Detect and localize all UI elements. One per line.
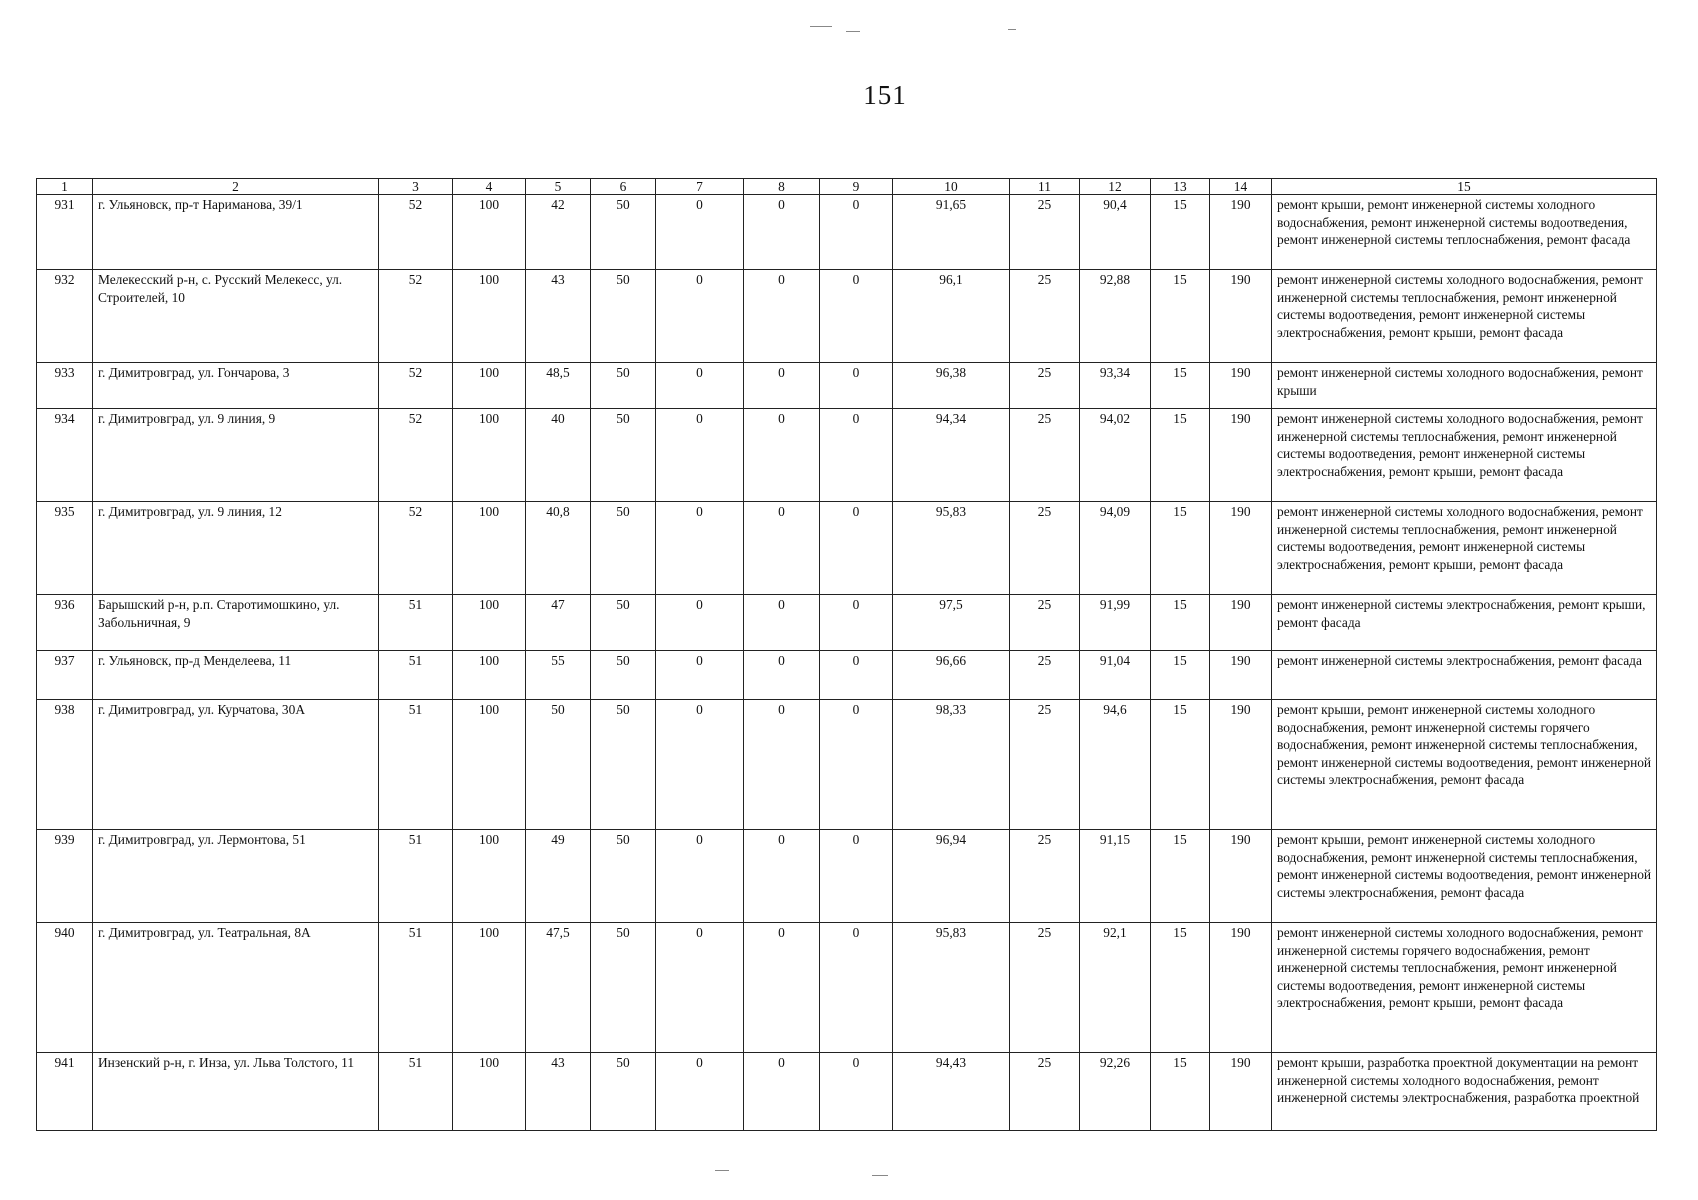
- value-cell: 52: [379, 409, 453, 502]
- page-number: 151: [863, 80, 907, 110]
- works-cell: ремонт крыши, ремонт инженерной системы холодного водоснабжения, ремонт инженерной системы теплоснабжения, ремонт инженерной системы водоотведения, ремонт инженерной системы электроснабжения, ремонт фасада: [1272, 830, 1657, 923]
- column-header: 7: [656, 179, 744, 195]
- value-cell: 0: [744, 923, 820, 1053]
- column-header: 3: [379, 179, 453, 195]
- table-row: [37, 363, 1657, 409]
- value-cell: 96,1: [893, 270, 1010, 363]
- value-cell: 94,34: [893, 409, 1010, 502]
- value-cell: 92,88: [1080, 270, 1151, 363]
- value-cell: 50: [591, 409, 656, 502]
- works-cell: ремонт инженерной системы электроснабжения, ремонт крыши, ремонт фасада: [1272, 595, 1657, 651]
- value-cell: 15: [1151, 195, 1210, 270]
- value-cell: 0: [820, 700, 893, 830]
- value-cell: 25: [1010, 363, 1080, 409]
- column-header: 9: [820, 179, 893, 195]
- value-cell: 15: [1151, 363, 1210, 409]
- value-cell: 15: [1151, 1053, 1210, 1131]
- row-number-cell: 938: [37, 700, 93, 830]
- address-cell: г. Ульяновск, пр-д Менделеева, 11: [93, 651, 379, 700]
- value-cell: 0: [744, 363, 820, 409]
- works-cell: ремонт крыши, ремонт инженерной системы холодного водоснабжения, ремонт инженерной системы водоотведения, ремонт инженерной системы теплоснабжения, ремонт фасада: [1272, 195, 1657, 270]
- value-cell: 100: [453, 409, 526, 502]
- value-cell: 91,65: [893, 195, 1010, 270]
- address-cell: Мелекесский р-н, с. Русский Мелекесс, ул. Строителей, 10: [93, 270, 379, 363]
- table-row: [37, 195, 1657, 270]
- value-cell: 93,34: [1080, 363, 1151, 409]
- value-cell: 0: [820, 1053, 893, 1131]
- value-cell: 47: [526, 595, 591, 651]
- value-cell: 90,4: [1080, 195, 1151, 270]
- value-cell: 190: [1210, 270, 1272, 363]
- value-cell: 96,38: [893, 363, 1010, 409]
- column-header: 2: [93, 179, 379, 195]
- value-cell: 100: [453, 651, 526, 700]
- value-cell: 42: [526, 195, 591, 270]
- value-cell: 94,02: [1080, 409, 1151, 502]
- address-cell: Инзенский р-н, г. Инза, ул. Льва Толстого, 11: [93, 1053, 379, 1131]
- column-header: 14: [1210, 179, 1272, 195]
- value-cell: 0: [820, 830, 893, 923]
- value-cell: 52: [379, 195, 453, 270]
- works-cell: ремонт крыши, ремонт инженерной системы холодного водоснабжения, ремонт инженерной системы горячего водоснабжения, ремонт инженерной системы теплоснабжения, ремонт инженерной системы водоотведения, ремонт инженерной системы электроснабжения, ремонт фасада: [1272, 700, 1657, 830]
- value-cell: 50: [591, 502, 656, 595]
- value-cell: 91,04: [1080, 651, 1151, 700]
- value-cell: 190: [1210, 195, 1272, 270]
- value-cell: 25: [1010, 270, 1080, 363]
- value-cell: 15: [1151, 502, 1210, 595]
- value-cell: 25: [1010, 195, 1080, 270]
- value-cell: 91,15: [1080, 830, 1151, 923]
- value-cell: 25: [1010, 1053, 1080, 1131]
- value-cell: 100: [453, 195, 526, 270]
- repair-program-table: [36, 178, 1657, 1131]
- value-cell: 190: [1210, 700, 1272, 830]
- value-cell: 15: [1151, 700, 1210, 830]
- address-cell: г. Димитровград, ул. Гончарова, 3: [93, 363, 379, 409]
- table-row: [37, 1053, 1657, 1131]
- address-cell: г. Димитровград, ул. Курчатова, 30А: [93, 700, 379, 830]
- value-cell: 51: [379, 923, 453, 1053]
- value-cell: 100: [453, 270, 526, 363]
- value-cell: 91,99: [1080, 595, 1151, 651]
- row-number-cell: 936: [37, 595, 93, 651]
- value-cell: 52: [379, 363, 453, 409]
- value-cell: 190: [1210, 363, 1272, 409]
- value-cell: 190: [1210, 502, 1272, 595]
- value-cell: 94,43: [893, 1053, 1010, 1131]
- address-cell: г. Димитровград, ул. Лермонтова, 51: [93, 830, 379, 923]
- value-cell: 0: [744, 195, 820, 270]
- value-cell: 100: [453, 923, 526, 1053]
- value-cell: 0: [744, 595, 820, 651]
- value-cell: 0: [820, 195, 893, 270]
- value-cell: 15: [1151, 409, 1210, 502]
- scan-speck: [846, 31, 860, 32]
- value-cell: 49: [526, 830, 591, 923]
- value-cell: 51: [379, 595, 453, 651]
- value-cell: 25: [1010, 502, 1080, 595]
- value-cell: 0: [656, 700, 744, 830]
- column-header: 15: [1272, 179, 1657, 195]
- row-number-cell: 932: [37, 270, 93, 363]
- column-header: 11: [1010, 179, 1080, 195]
- table-row: [37, 830, 1657, 923]
- works-cell: ремонт инженерной системы холодного водоснабжения, ремонт инженерной системы горячего водоснабжения, ремонт инженерной системы теплоснабжения, ремонт инженерной системы водоотведения, ремонт инженерной системы электроснабжения, ремонт крыши, ремонт фасада: [1272, 923, 1657, 1053]
- value-cell: 25: [1010, 923, 1080, 1053]
- table-row: [37, 700, 1657, 830]
- column-header: 6: [591, 179, 656, 195]
- value-cell: 15: [1151, 651, 1210, 700]
- value-cell: 50: [591, 270, 656, 363]
- value-cell: 25: [1010, 700, 1080, 830]
- value-cell: 0: [820, 595, 893, 651]
- value-cell: 15: [1151, 923, 1210, 1053]
- address-cell: г. Димитровград, ул. Театральная, 8А: [93, 923, 379, 1053]
- value-cell: 40,8: [526, 502, 591, 595]
- value-cell: 96,66: [893, 651, 1010, 700]
- value-cell: 96,94: [893, 830, 1010, 923]
- value-cell: 0: [656, 923, 744, 1053]
- value-cell: 0: [744, 830, 820, 923]
- scan-speck: [810, 26, 832, 27]
- column-header: 5: [526, 179, 591, 195]
- value-cell: 0: [744, 270, 820, 363]
- value-cell: 50: [591, 700, 656, 830]
- row-number-cell: 935: [37, 502, 93, 595]
- value-cell: 15: [1151, 270, 1210, 363]
- value-cell: 25: [1010, 595, 1080, 651]
- value-cell: 95,83: [893, 923, 1010, 1053]
- value-cell: 52: [379, 502, 453, 595]
- column-header: 12: [1080, 179, 1151, 195]
- works-cell: ремонт инженерной системы холодного водоснабжения, ремонт крыши: [1272, 363, 1657, 409]
- value-cell: 98,33: [893, 700, 1010, 830]
- value-cell: 0: [656, 270, 744, 363]
- works-cell: ремонт инженерной системы холодного водоснабжения, ремонт инженерной системы теплоснабжения, ремонт инженерной системы водоотведения, ремонт инженерной системы электроснабжения, ремонт крыши, ремонт фасада: [1272, 502, 1657, 595]
- value-cell: 94,6: [1080, 700, 1151, 830]
- row-number-cell: 934: [37, 409, 93, 502]
- value-cell: 0: [656, 363, 744, 409]
- value-cell: 43: [526, 1053, 591, 1131]
- value-cell: 0: [744, 651, 820, 700]
- value-cell: 0: [656, 502, 744, 595]
- value-cell: 100: [453, 363, 526, 409]
- column-header: 4: [453, 179, 526, 195]
- value-cell: 190: [1210, 409, 1272, 502]
- value-cell: 40: [526, 409, 591, 502]
- value-cell: 15: [1151, 830, 1210, 923]
- value-cell: 94,09: [1080, 502, 1151, 595]
- value-cell: 100: [453, 830, 526, 923]
- table-row: [37, 923, 1657, 1053]
- table-row: [37, 409, 1657, 502]
- value-cell: 51: [379, 1053, 453, 1131]
- scan-speck: [715, 1170, 729, 1171]
- value-cell: 92,26: [1080, 1053, 1151, 1131]
- address-cell: г. Димитровград, ул. 9 линия, 9: [93, 409, 379, 502]
- value-cell: 50: [591, 195, 656, 270]
- value-cell: 0: [656, 195, 744, 270]
- row-number-cell: 937: [37, 651, 93, 700]
- value-cell: 47,5: [526, 923, 591, 1053]
- value-cell: 25: [1010, 830, 1080, 923]
- value-cell: 0: [820, 270, 893, 363]
- column-header: 8: [744, 179, 820, 195]
- address-cell: г. Ульяновск, пр-т Нариманова, 39/1: [93, 195, 379, 270]
- value-cell: 0: [656, 1053, 744, 1131]
- value-cell: 100: [453, 502, 526, 595]
- address-cell: г. Димитровград, ул. 9 линия, 12: [93, 502, 379, 595]
- works-cell: ремонт инженерной системы холодного водоснабжения, ремонт инженерной системы теплоснабжения, ремонт инженерной системы водоотведения, ремонт инженерной системы электроснабжения, ремонт крыши, ремонт фасада: [1272, 270, 1657, 363]
- value-cell: 0: [820, 409, 893, 502]
- row-number-cell: 933: [37, 363, 93, 409]
- scan-speck: [1008, 29, 1016, 30]
- value-cell: 0: [820, 923, 893, 1053]
- value-cell: 50: [591, 595, 656, 651]
- table-body: [37, 179, 1657, 1131]
- value-cell: 50: [591, 363, 656, 409]
- value-cell: 50: [591, 830, 656, 923]
- value-cell: 55: [526, 651, 591, 700]
- value-cell: 0: [656, 651, 744, 700]
- table-row: [37, 651, 1657, 700]
- column-header-row: [37, 179, 1657, 195]
- value-cell: 52: [379, 270, 453, 363]
- value-cell: 100: [453, 595, 526, 651]
- value-cell: 51: [379, 700, 453, 830]
- value-cell: 0: [744, 700, 820, 830]
- value-cell: 92,1: [1080, 923, 1151, 1053]
- value-cell: 0: [744, 1053, 820, 1131]
- value-cell: 0: [656, 830, 744, 923]
- value-cell: 0: [820, 363, 893, 409]
- scan-speck: [872, 1175, 888, 1176]
- value-cell: 50: [526, 700, 591, 830]
- value-cell: 50: [591, 651, 656, 700]
- value-cell: 48,5: [526, 363, 591, 409]
- value-cell: 51: [379, 651, 453, 700]
- value-cell: 0: [820, 651, 893, 700]
- value-cell: 25: [1010, 409, 1080, 502]
- value-cell: 15: [1151, 595, 1210, 651]
- value-cell: 190: [1210, 651, 1272, 700]
- value-cell: 50: [591, 1053, 656, 1131]
- value-cell: 190: [1210, 830, 1272, 923]
- works-cell: ремонт инженерной системы электроснабжения, ремонт фасада: [1272, 651, 1657, 700]
- column-header: 13: [1151, 179, 1210, 195]
- value-cell: 190: [1210, 923, 1272, 1053]
- value-cell: 100: [453, 700, 526, 830]
- value-cell: 97,5: [893, 595, 1010, 651]
- table-row: [37, 270, 1657, 363]
- value-cell: 0: [744, 502, 820, 595]
- value-cell: 0: [820, 502, 893, 595]
- value-cell: 0: [656, 595, 744, 651]
- address-cell: Барышский р-н, р.п. Старотимошкино, ул. Забольничная, 9: [93, 595, 379, 651]
- value-cell: 0: [656, 409, 744, 502]
- column-header: 1: [37, 179, 93, 195]
- value-cell: 25: [1010, 651, 1080, 700]
- value-cell: 50: [591, 923, 656, 1053]
- column-header: 10: [893, 179, 1010, 195]
- row-number-cell: 931: [37, 195, 93, 270]
- row-number-cell: 940: [37, 923, 93, 1053]
- works-cell: ремонт инженерной системы холодного водоснабжения, ремонт инженерной системы теплоснабжения, ремонт инженерной системы водоотведения, ремонт инженерной системы электроснабжения, ремонт крыши, ремонт фасада: [1272, 409, 1657, 502]
- value-cell: 51: [379, 830, 453, 923]
- value-cell: 190: [1210, 595, 1272, 651]
- table-row: [37, 502, 1657, 595]
- value-cell: 95,83: [893, 502, 1010, 595]
- value-cell: 190: [1210, 1053, 1272, 1131]
- value-cell: 100: [453, 1053, 526, 1131]
- value-cell: 43: [526, 270, 591, 363]
- row-number-cell: 941: [37, 1053, 93, 1131]
- value-cell: 0: [744, 409, 820, 502]
- works-cell: ремонт крыши, разработка проектной документации на ремонт инженерной системы холодного водоснабжения, ремонт инженерной системы электроснабжения, разработка проектной: [1272, 1053, 1657, 1131]
- row-number-cell: 939: [37, 830, 93, 923]
- table-row: [37, 595, 1657, 651]
